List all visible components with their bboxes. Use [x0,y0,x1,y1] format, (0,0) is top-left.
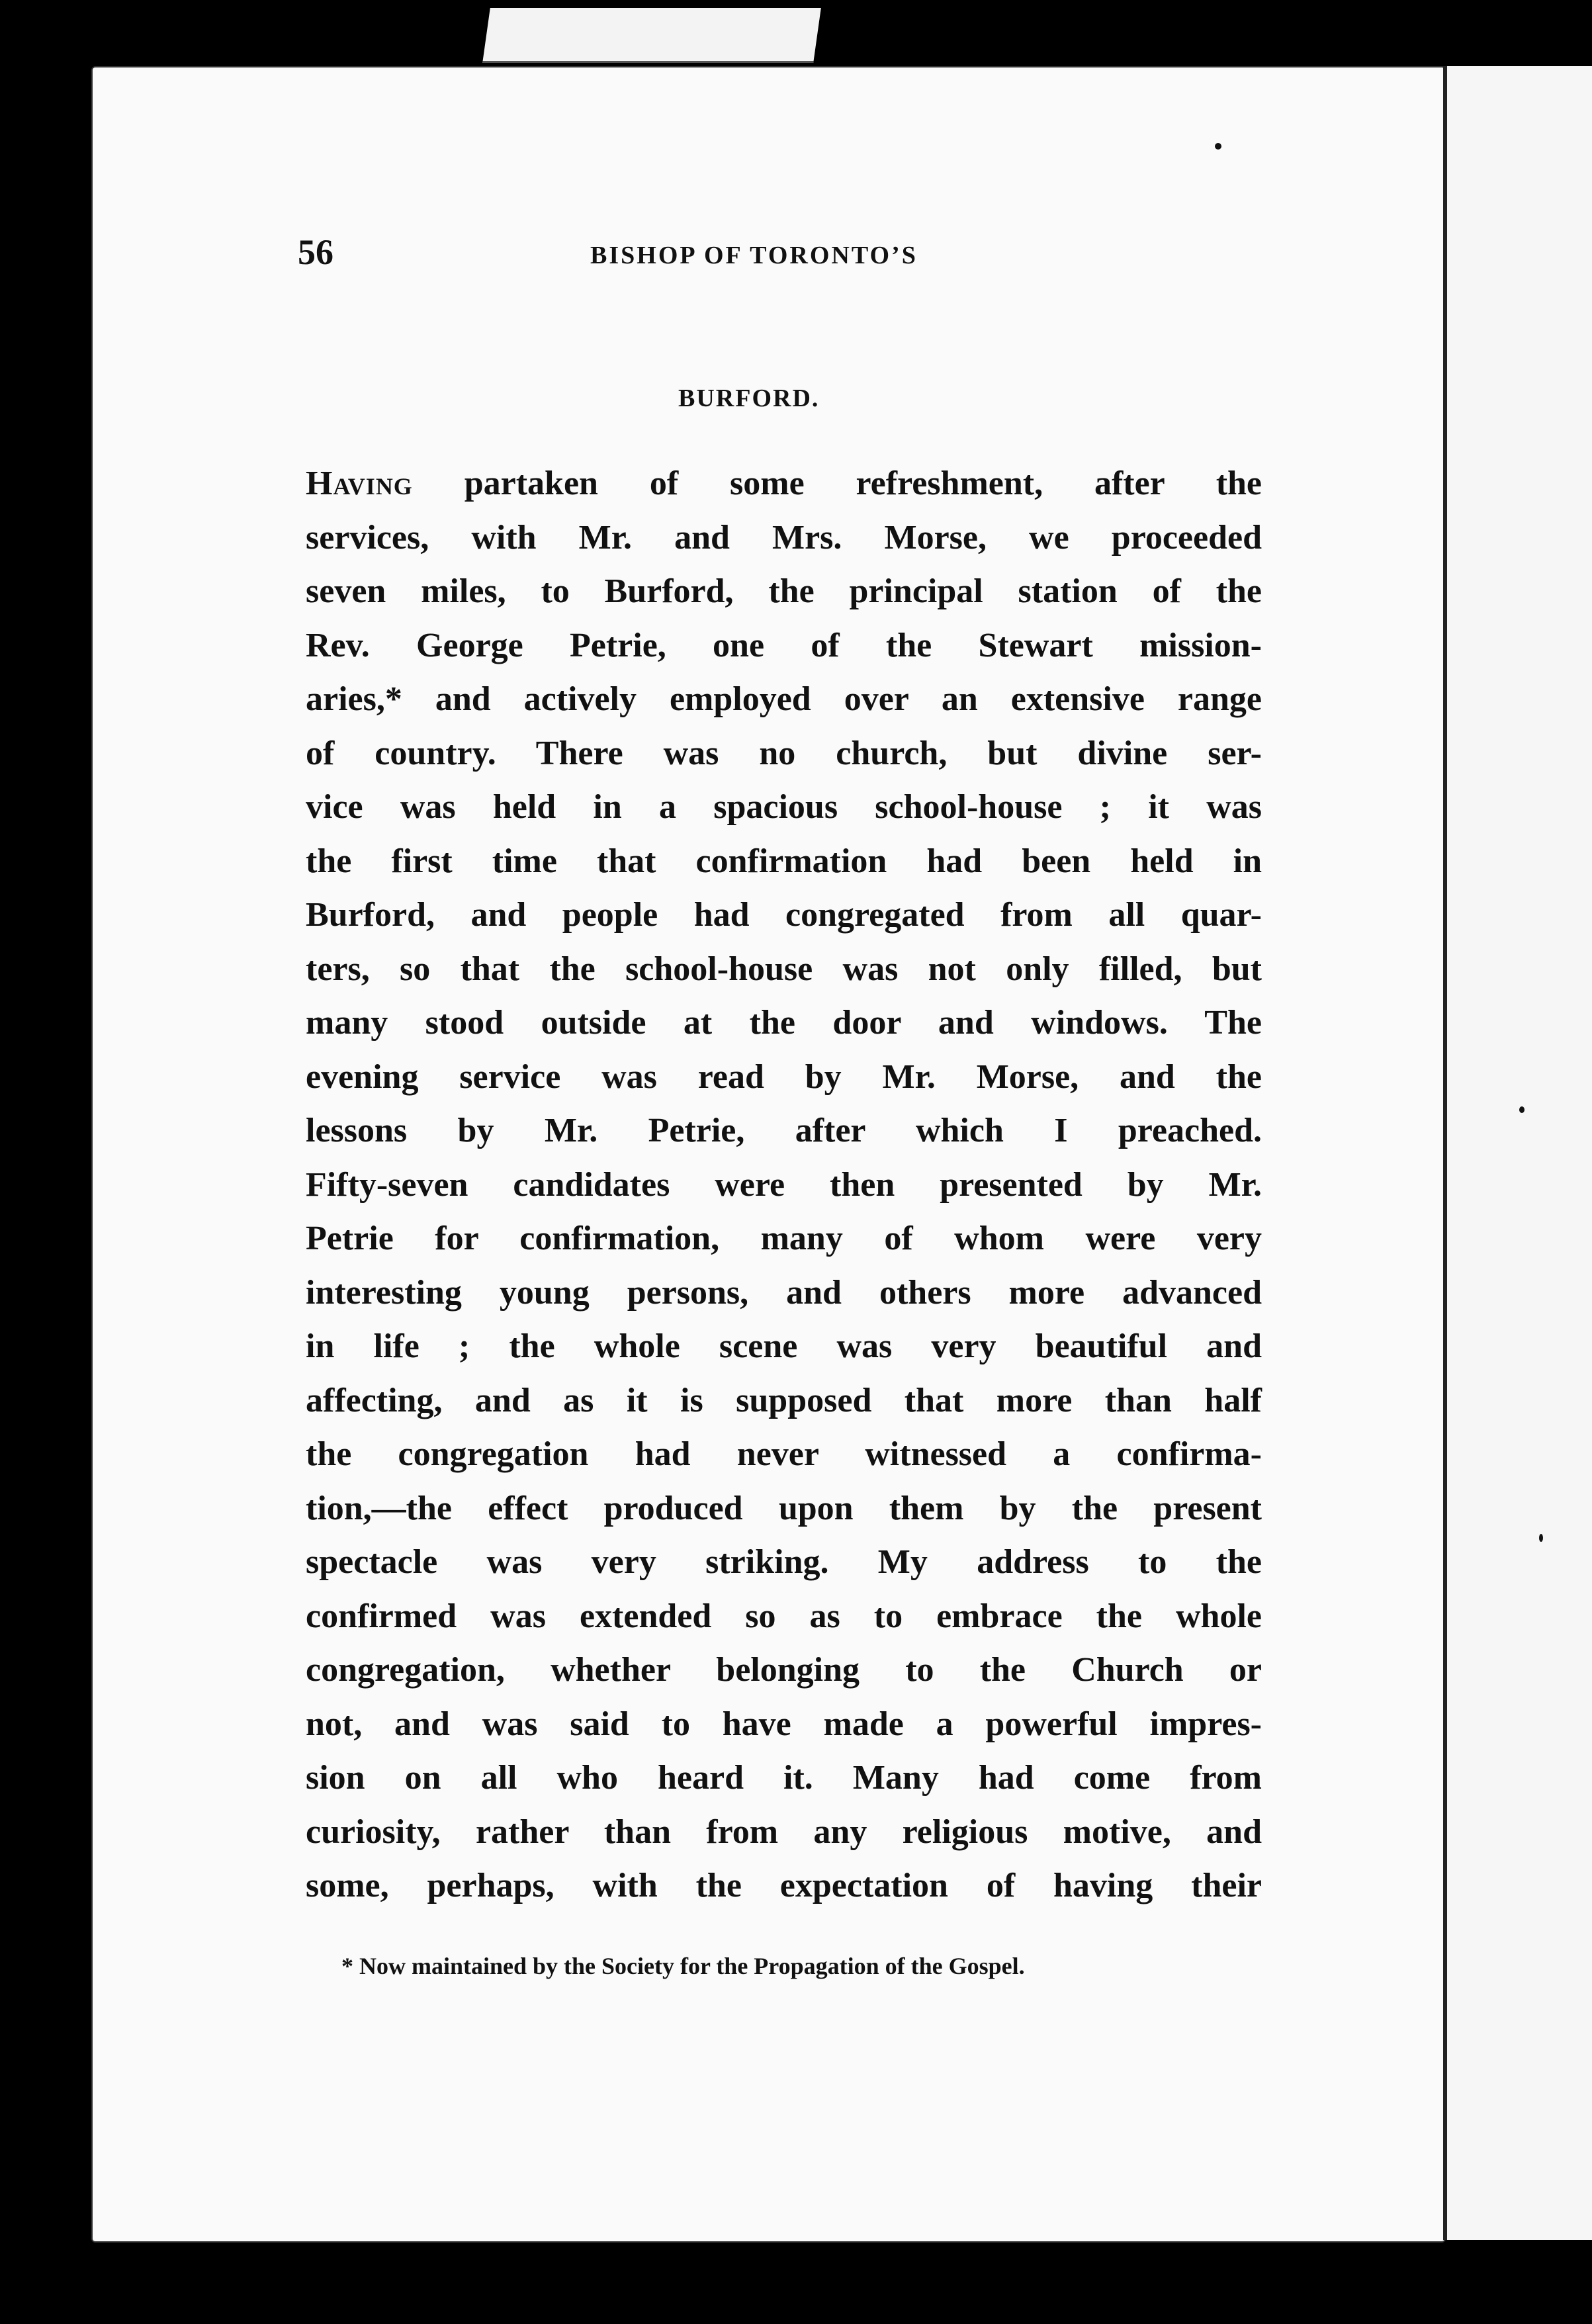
scan-speck [1519,1106,1525,1113]
body-line: lessons by Mr. Petrie, after which I preached. [306,1112,1262,1149]
body-line: Burford, and people had congregated from all quar- [306,896,1262,934]
body-line: affecting, and as it is supposed that more than half [306,1381,1262,1419]
body-line: evening service was read by Mr. Morse, and the [306,1057,1262,1096]
body-line: tion,—the effect produced upon them by the present [306,1489,1262,1527]
scan-top-edge [482,8,821,63]
section-title: BURFORD. [678,384,820,412]
first-line-text: partaken of some refreshment, after the [464,465,1262,502]
running-title: BISHOP OF TORONTO’S [590,242,918,269]
body-line: the congregation had never witnessed a confirma- [306,1435,1262,1473]
body-line: the first time that confirmation had been held in [306,842,1262,880]
body-line: curiosity, rather than from any religious motive, and [306,1812,1262,1851]
body-line: many stood outside at the door and windows. The [306,1004,1262,1042]
lead-word: Having [306,465,413,502]
body-line: not, and was said to have made a powerful impres- [306,1705,1262,1743]
adjacent-page-edge [1443,66,1592,2240]
body-line: Rev. George Petrie, one of the Stewart mission- [306,626,1262,664]
body-line: Fifty-seven candidates were then presented by Mr. [306,1165,1262,1204]
body-line: services, with Mr. and Mrs. Morse, we proceeded [306,518,1262,557]
body-line: sion on all who heard it. Many had come from [306,1759,1262,1797]
body-line: some, perhaps, with the expectation of having their [306,1867,1262,1904]
body-text [306,457,1262,1913]
body-line: of country. There was no church, but divine ser- [306,734,1262,772]
scan-speck [1539,1534,1543,1542]
page-number: 56 [298,232,333,272]
running-head [205,232,1277,285]
body-line: in life ; the whole scene was very beautiful and [306,1327,1262,1365]
body-line: interesting young persons, and others more advanced [306,1273,1262,1312]
footnote: * Now maintained by the Society for the Propagation of the Gospel. [341,1953,1025,1979]
scan-speck [1215,143,1221,150]
body-line: vice was held in a spacious school-house ; it was [306,788,1262,826]
body-line: congregation, whether belonging to the Church or [306,1651,1262,1689]
body-line: spectacle was very striking. My address to the [306,1543,1262,1581]
body-line: aries,* and actively employed over an extensive range [306,680,1262,718]
body-line [306,457,1262,511]
body-line: Petrie for confirmation, many of whom were very [306,1220,1262,1257]
body-line: seven miles, to Burford, the principal station of the [306,572,1262,610]
body-line: confirmed was extended so as to embrace the whole [306,1597,1262,1635]
body-line: ters, so that the school-house was not only filled, but [306,950,1262,988]
